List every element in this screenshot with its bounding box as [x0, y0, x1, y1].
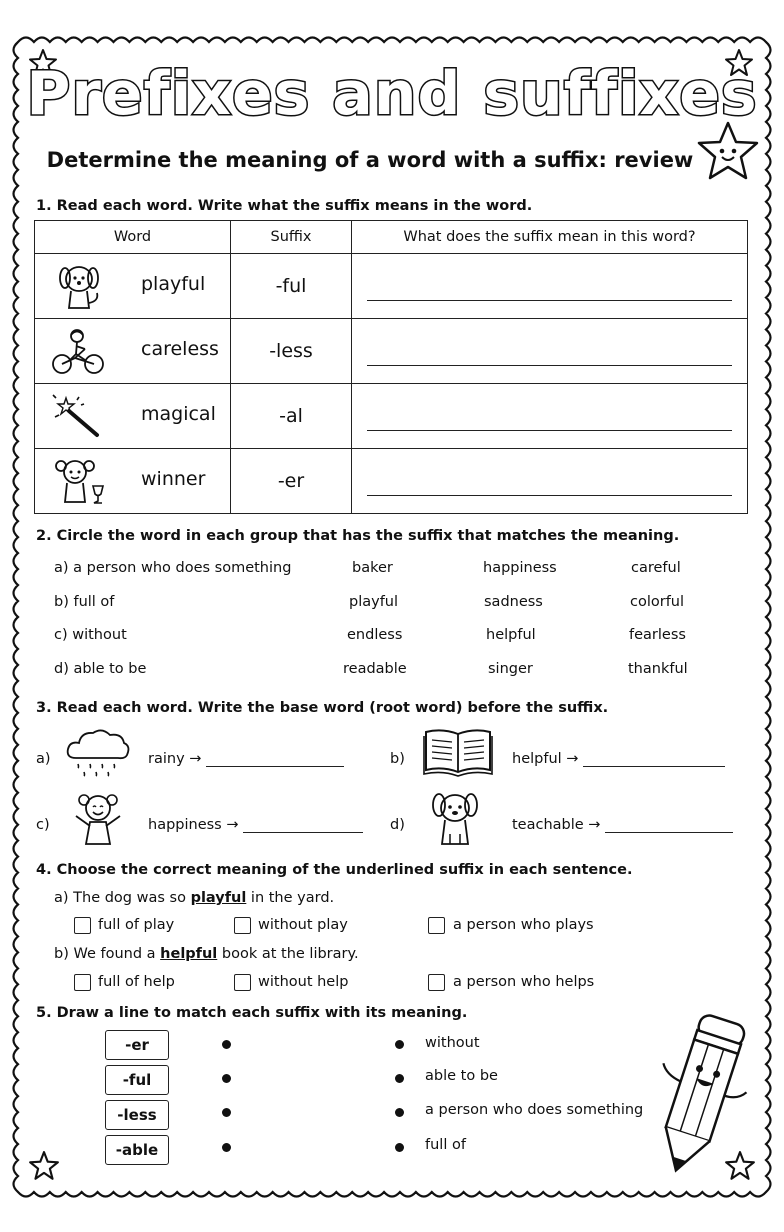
suffix-cell: -er — [231, 449, 352, 514]
suffix-cell: -less — [231, 319, 352, 384]
star-icon — [28, 1150, 60, 1182]
word-option[interactable]: sadness — [484, 594, 543, 610]
item-letter: c) — [36, 817, 50, 833]
suffix-cell: -al — [231, 384, 352, 449]
word-text: playful — [141, 273, 206, 295]
choice-label: without help — [258, 974, 349, 990]
q3-word: rainy → — [148, 751, 202, 767]
magic-wand-icon — [49, 391, 109, 441]
word-option[interactable]: endless — [347, 627, 403, 643]
word-cell — [35, 449, 231, 514]
word-option[interactable]: careful — [631, 560, 681, 576]
sentence-b: b) We found a helpful book at the library. — [54, 946, 359, 962]
page-subtitle: Determine the meaning of a word with a suffix: review — [46, 148, 694, 172]
q3-word: helpful → — [512, 751, 579, 767]
checkbox[interactable] — [234, 917, 251, 934]
checkbox[interactable] — [234, 974, 251, 991]
match-dot-left[interactable] — [222, 1108, 231, 1117]
word-option[interactable]: baker — [352, 560, 393, 576]
suffix-box[interactable]: -er — [105, 1030, 169, 1060]
question-3-prompt: 3. Read each word. Write the base word (root word) before the suffix. — [36, 700, 609, 716]
column-header-suffix: Suffix — [231, 221, 352, 254]
answer-cell[interactable] — [352, 319, 748, 384]
match-dot-right[interactable] — [395, 1074, 404, 1083]
happy-girl-icon — [66, 788, 130, 848]
open-book-icon — [422, 726, 494, 778]
match-dot-left[interactable] — [222, 1074, 231, 1083]
meaning-option: without — [425, 1035, 480, 1051]
table-row — [35, 254, 748, 319]
word-option[interactable]: playful — [349, 594, 399, 610]
match-dot-left[interactable] — [222, 1143, 231, 1152]
answer-line[interactable] — [367, 467, 732, 496]
girl-trophy-icon — [49, 456, 109, 506]
answer-blank[interactable] — [206, 766, 344, 767]
underlined-word: playful — [190, 890, 247, 906]
checkbox[interactable] — [428, 974, 445, 991]
q3-word: teachable → — [512, 817, 601, 833]
meaning-option: able to be — [425, 1068, 498, 1084]
question-5-prompt: 5. Draw a line to match each suffix with its meaning. — [36, 1005, 468, 1021]
meaning-label: a) a person who does something — [54, 560, 292, 576]
sentence-a: a) The dog was so playful in the yard. — [54, 890, 335, 906]
answer-blank[interactable] — [605, 832, 733, 833]
answer-line[interactable] — [367, 272, 732, 301]
bike-rider-icon — [49, 326, 109, 376]
underlined-word: helpful — [160, 946, 218, 962]
item-letter: d) — [390, 817, 405, 833]
column-header-meaning: What does the suffix mean in this word? — [352, 221, 748, 254]
meaning-option: full of — [425, 1137, 466, 1153]
match-dot-right[interactable] — [395, 1143, 404, 1152]
choice-label: full of help — [98, 974, 175, 990]
answer-blank[interactable] — [243, 832, 363, 833]
word-option[interactable]: singer — [488, 661, 533, 677]
answer-line[interactable] — [367, 402, 732, 431]
pencil-mascot-icon — [640, 1008, 760, 1178]
meaning-label: c) without — [54, 627, 127, 643]
word-option[interactable]: readable — [343, 661, 407, 677]
rain-cloud-icon — [64, 724, 132, 780]
choice-label: a person who helps — [453, 974, 595, 990]
meaning-option: a person who does something — [425, 1102, 644, 1118]
choice-label: a person who plays — [453, 917, 594, 933]
choice-label: without play — [258, 917, 348, 933]
checkbox[interactable] — [74, 974, 91, 991]
word-text: careless — [141, 338, 219, 360]
answer-cell[interactable] — [352, 449, 748, 514]
meaning-label: d) able to be — [54, 661, 147, 677]
column-header-word: Word — [35, 221, 231, 254]
checkbox[interactable] — [428, 917, 445, 934]
puppy-icon — [49, 261, 109, 311]
match-dot-right[interactable] — [395, 1040, 404, 1049]
dog-icon — [426, 788, 484, 848]
word-option[interactable]: helpful — [486, 627, 536, 643]
suffix-box[interactable]: -less — [105, 1100, 169, 1130]
table-row — [35, 449, 748, 514]
question-1-prompt: 1. Read each word. Write what the suffix means in the word. — [36, 198, 533, 214]
word-text: magical — [141, 403, 216, 425]
q3-word: happiness → — [148, 817, 239, 833]
answer-blank[interactable] — [583, 766, 725, 767]
suffix-box[interactable]: -ful — [105, 1065, 169, 1095]
suffix-cell: -ful — [231, 254, 352, 319]
question-2-prompt: 2. Circle the word in each group that has the suffix that matches the meaning. — [36, 528, 680, 544]
word-option[interactable]: colorful — [630, 594, 685, 610]
table-row — [35, 384, 748, 449]
match-dot-left[interactable] — [222, 1040, 231, 1049]
item-letter: b) — [390, 751, 405, 767]
answer-line[interactable] — [367, 337, 732, 366]
word-option[interactable]: happiness — [483, 560, 557, 576]
suffix-box[interactable]: -able — [105, 1135, 169, 1165]
answer-cell[interactable] — [352, 384, 748, 449]
word-option[interactable]: fearless — [629, 627, 686, 643]
meaning-label: b) full of — [54, 594, 115, 610]
word-cell — [35, 384, 231, 449]
answer-cell[interactable] — [352, 254, 748, 319]
page-title: Prefixes and suffixes — [26, 59, 758, 129]
word-cell — [35, 319, 231, 384]
checkbox[interactable] — [74, 917, 91, 934]
item-letter: a) — [36, 751, 51, 767]
suffix-table — [34, 220, 748, 514]
table-row — [35, 319, 748, 384]
table-header-row — [35, 221, 748, 254]
word-cell — [35, 254, 231, 319]
choice-label: full of play — [98, 917, 175, 933]
word-option[interactable]: thankful — [628, 661, 688, 677]
word-text: winner — [141, 468, 206, 490]
match-dot-right[interactable] — [395, 1108, 404, 1117]
question-4-prompt: 4. Choose the correct meaning of the underlined suffix in each sentence. — [36, 862, 633, 878]
